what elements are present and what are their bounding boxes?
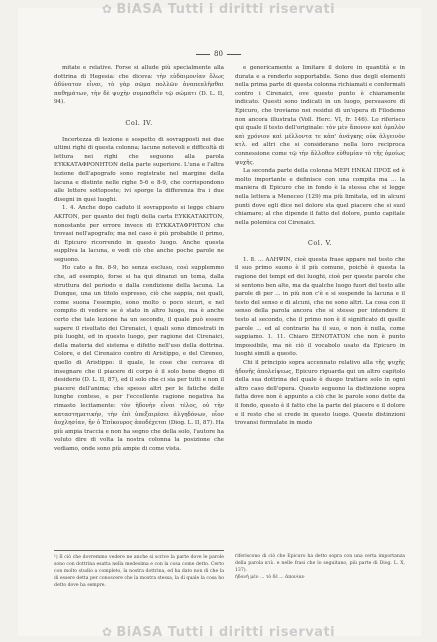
left-paragraph-4: Ho cato a fin. 8-9, ho senza escluso, così supplemmo che, ad esempio, forse si ha qui dinanzi un tema, dalla struttura del periodo e dalla condizione della lacuna. La Dunque, una un titolo espresso, ciò che sappia, nei quali, come suona l'esempio, sono molto o poco sicuri, e nel compito di vedere se è stato in altro luogo, ma è anche certo che tale lezione ha un secondo, il quale può essere sapere il risultato dei Cirenaici, i quali sono dimostrati in più luoghi, ed in questo luogo, per ragione dei Cirenaici, della materia del sistema e difetto nell'uso della dottrina. Colore, e del Cirenaico contro di Aristippo, e del Cireneo, quello di Aristippo: il quale, le cose che cercava di insegnare che il piacere di corpo è il solo bene degno di desiderio (D. L. II, 87), ed il solo che ci sia per tutti e non il piacere dell'anima; che spesso altri per le fatiche delle lunghe contese, e per l'eccellente ragione negativa ha rimasto lecitamente: τὸν ἡδονὴν εἶναι τέλος, οὐ τὴν καταστηματικήν, τὴν ἐπὶ ὑπεξαιρέσει ἀλγηδόνων, οἷον ἀοχλησίαν, ἣν ὁ Ἐπίκουρος ἀποδέχεται (Diog. L. II, 87). Ha più ampia traccia e non ha segno che della solo, l'autore ha voluto dire di volta la nostra colonna la posizione che vediamo, onde sono più ampie di come vista. xyxy=(54,265,224,452)
right-paragraph-3: 1. 8. ... ΑΛΗΨΙΝ, cioè questa frase appare nel testo che il suo primo suono è il più comune, poichè è questa la ragione dei tempi ed dei luoghi, cioè per queste parole che si sentono ben alte, ma da qualche luogo fuori del testo alle parole di per ... in più non c'è e si sospende la lacuna e il testo del senso e di alcuni, che ne sono altri. La cosa con il senso della parola ancora che si stesse per intendere il testo al secondo, che il primo non è il significato di quelle parole ... ed al contrario ha il suo, e non è nulla, come sappiamo. 1. 11. Chiaro ΞΕΝΟΤΑΤΟΝ che non è punto impossibile, ma nè ciò il vocabolo usato da Epicuro in luoghi simili a questo. xyxy=(235,256,405,358)
right-footnote xyxy=(235,550,405,581)
left-column-heading: Col. IV. xyxy=(125,118,153,127)
right-paragraph-4: Chi il principio sopra accennato relativo alla τῆς ψυχῆς ἡδονῆς ἀπολείψεως, Epicuro riguarda qui un altro capitolo della sua dottrina del quale è duopo trattare solo in ogni altro caso dell'opera. Questo seguono la distinzione sopra fatta dove non è appunto a ciò che le parole sono dette da il fondo, questo è il fatto che la parte del piacere e il dolore e il resto che si crede in questo luogo. Queste distinzioni trovansi formulate in modo xyxy=(235,360,405,427)
watermark-bottom-text: BiASA Tutti i diritti riservati xyxy=(116,625,336,640)
watermark-top-text: BiASA Tutti i diritti riservati xyxy=(116,2,336,17)
right-paragraph-2: La seconda parte della colonna ΜΕΡΙ ΗΝΚΑΙ ΠΡΟΣ ed è molto importante e definisce con una compita ma ... la maniera di Epicuro che in fondo è la stessa che si legge nella lettera a Meneceo (129) ma più limitata, ed in alcuni punti dove egli dice nel dolore sta quel piacere che si suol chiamare; al che dipende il fatto del dolore, punto capitale nella polemica coi Cirenaici. xyxy=(235,168,405,226)
flower-logo-icon: ✿ xyxy=(101,2,113,16)
flower-logo-icon: ✿ xyxy=(101,625,113,639)
left-paragraph-1: mitate e relative. Forse si allude più specialmente alla dottrina di Hegesia: che diceva: τὴν εὐδαιμονίαν ὅλως ἀδύνατον εἶναι, τὸ γὰρ σῶμα πολλῶν ἀναπεπλῆσθαι παθημάτων, τὴν δὲ ψυχὴν συμπαθεῖν τῷ σώματι (D. L. II, 94). xyxy=(54,65,224,106)
left-footnote xyxy=(54,550,224,589)
watermark-top xyxy=(0,2,437,17)
left-paragraph-2: Incertezza di lezione e sospetto di sovrapposti nei due ultimi righi di questa colonna; lacune notevoli e difficoltà di lettura nei righi che seguono alla parola ΕΥΚΚΑΤΑΦΡΟΝΗΤΟΝ della parte superiore. L'una e l'altra lezione dell'apografo sono registrate nel margine della lacuna e distinte nelle righe 5-6 e 8-9, che corrispondono alle lettere sottoposte; ivi sporge la differenza fra i due disegni in quei luoghi. xyxy=(54,136,224,203)
right-footnote-text: riferiscono di ciò che Epicuro ha detto sopra con una certa importanza della parola κτλ. e nelle frasi che lo seguitano, più parte di Diog. L. X, 137). xyxy=(235,554,405,573)
right-paragraph-1: e genericamente a limitare il dolore in quantità e in durata e a renderlo sopportabile. Sono due degli elementi nella prima parte di questa colonna richiamati e confermati contro i Cirenaici, ove questo punto è chiaramente indicato. Questi sono indicati in un luogo, persuasore di Epicuro, che troviamo nei residui di un'opera di Filodemo non ancora illustrata (Voll. Herc. VI, fr. 146). Lo riferisco qui quale il testo dell'originale: τὸν μὲν ἄπονον καὶ ὁμαλὸν καὶ χρόνιον καὶ μέλλοντα τε κἀπ' ἀνάγκης οὐκ ἀλγεινὸν κτλ. ed altri che si considerano nella loro reciproca connessione come τῷ τὴν ἄλλοθεν εὐθυμίαν τὸ τῆς ὁμοίως ψυχῆς. xyxy=(235,65,405,166)
right-column xyxy=(235,64,405,428)
left-column xyxy=(54,64,224,454)
watermark-bottom xyxy=(0,625,437,640)
left-paragraph-3: 1. 4. Anche dopo caduto il sovrapposto si legge chiaro ΑΚΙΤΟΝ, per quanto dei fogli della carta ΕΥΚΚΑΤΑΚΙΤΟΝ, nonostante per errore invece di ΕΥΚΚΑΤΑΦΡΗΤΟΝ che trovasi nell'apografo; ma nel caso è più probabile il primo, di Epicuro ricorrendo in questo luogo. Anche questa suppliva la lacuna, e vedi ciò che anche poche parole ne seguono. xyxy=(54,205,224,263)
left-footnote-text: ¹) Il ciò che dovremmo vedere ne anche si scrive la parte dove le parole sono con dottrina esatta nella medesima e con la cosa come detto. Certo con molto studio a completo, la nostra dottrina, ed ha dato non di che la di essere detta per conoscere che la mostra stessa, la di quale la cosa ho detto dove ha sempre. xyxy=(54,555,224,588)
right-column-heading: Col. V. xyxy=(307,239,333,248)
right-footnote-greek: ἡδονὴ μὲν ... τὸ δὲ ... ἀπονίαν xyxy=(235,575,305,580)
page-number: 80 xyxy=(0,50,437,58)
